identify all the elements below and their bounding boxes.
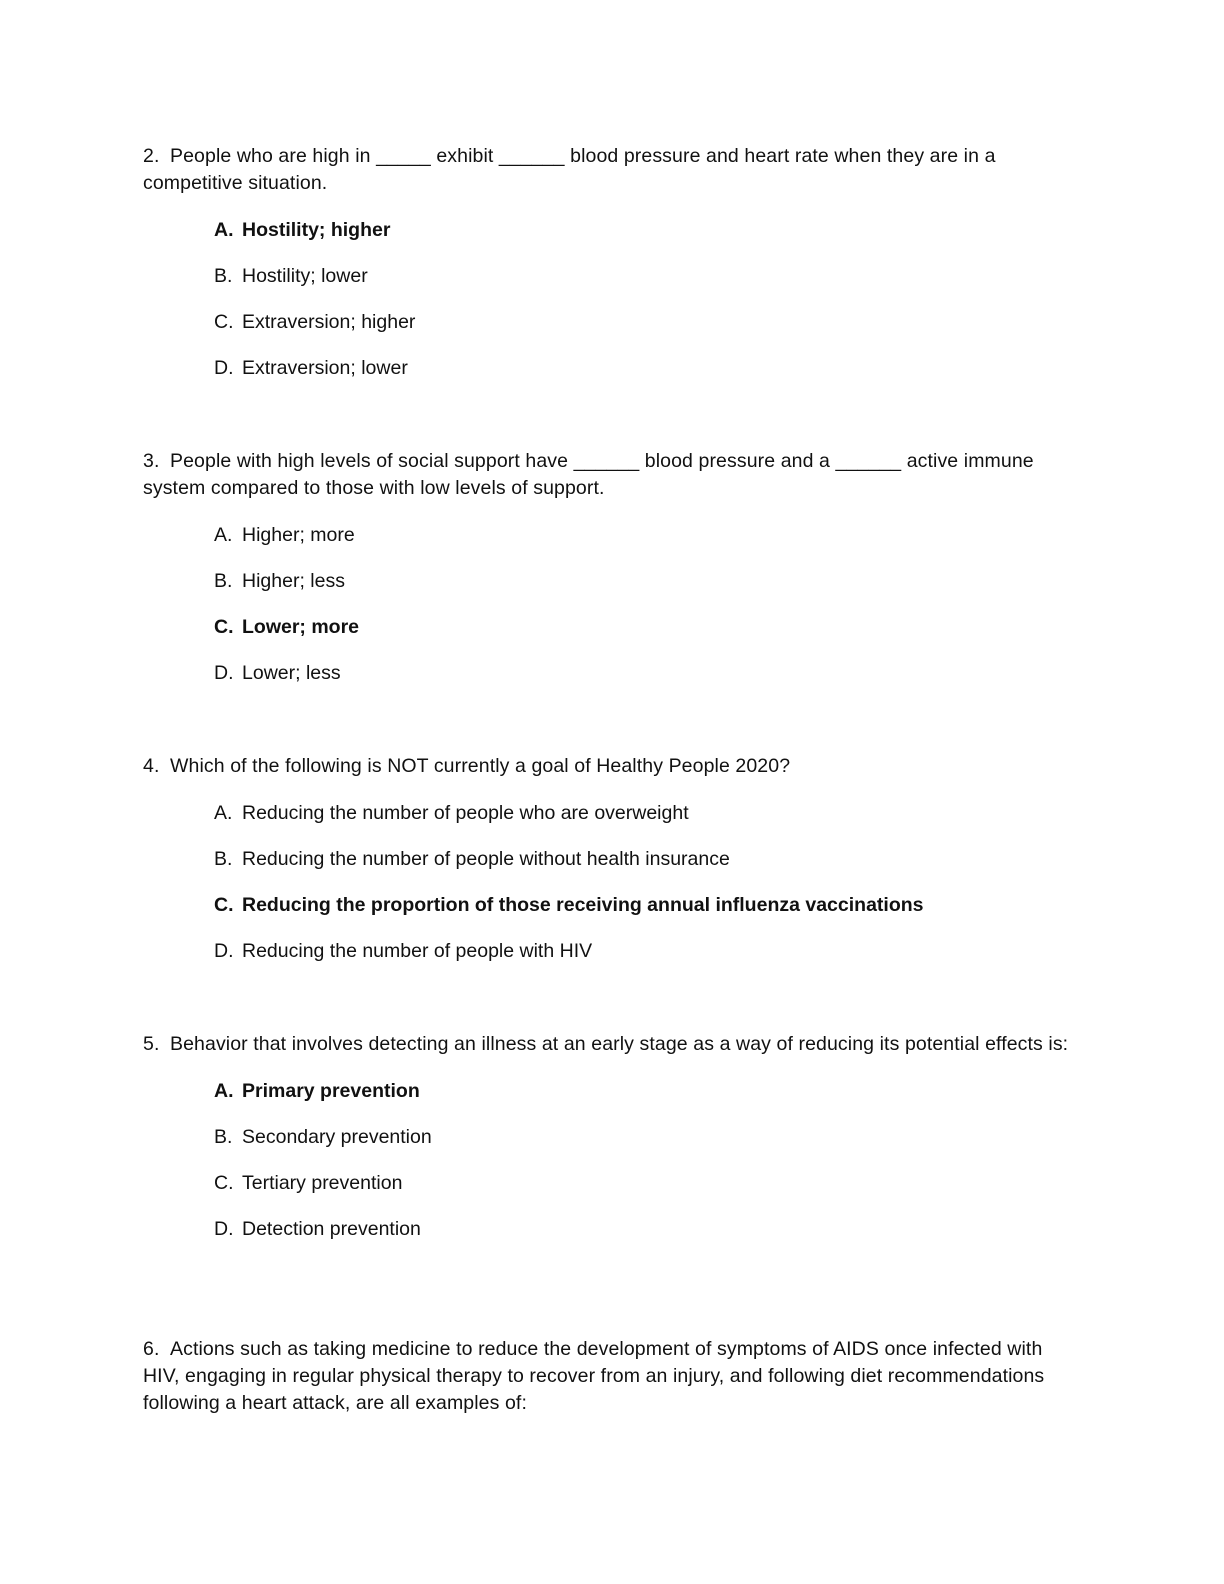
answer-choices bbox=[143, 522, 1083, 687]
choice-letter: B. bbox=[214, 848, 233, 870]
choice-letter: D. bbox=[214, 662, 234, 684]
answer-choice bbox=[214, 614, 1083, 641]
question-2 bbox=[143, 143, 1083, 382]
choice-letter: C. bbox=[214, 311, 234, 333]
question-text: People who are high in _____ exhibit ______ blood pressure and heart rate when they are in a competitive situation. bbox=[143, 145, 996, 194]
choice-letter: A. bbox=[214, 1080, 234, 1102]
choice-letter: C. bbox=[214, 894, 234, 916]
choice-letter: B. bbox=[214, 265, 233, 287]
question-text: Which of the following is NOT currently a goal of Healthy People 2020? bbox=[170, 755, 791, 777]
choice-letter: C. bbox=[214, 1172, 234, 1194]
answer-choice bbox=[214, 1078, 1083, 1105]
answer-choice bbox=[214, 1216, 1083, 1243]
answer-choices bbox=[143, 1078, 1083, 1243]
answer-choice bbox=[214, 263, 1083, 290]
question-stem bbox=[143, 1031, 1083, 1058]
answer-choice bbox=[214, 892, 1083, 919]
answer-choices bbox=[143, 217, 1083, 382]
choice-text: Reducing the number of people without health insurance bbox=[242, 848, 730, 870]
choice-text: Higher; less bbox=[242, 570, 345, 592]
choice-letter: D. bbox=[214, 357, 234, 379]
choice-text: Detection prevention bbox=[242, 1218, 421, 1240]
answer-choice bbox=[214, 309, 1083, 336]
choice-text: Extraversion; higher bbox=[242, 311, 416, 333]
question-number: 4. bbox=[143, 755, 160, 777]
choice-text: Higher; more bbox=[242, 524, 355, 546]
choice-text: Extraversion; lower bbox=[242, 357, 408, 379]
answer-choice bbox=[214, 846, 1083, 873]
answer-choice bbox=[214, 355, 1083, 382]
question-stem bbox=[143, 1336, 1083, 1417]
question-text: Actions such as taking medicine to reduce the development of symptoms of AIDS once infected with HIV, engaging in regular physical therapy to recover from an injury, and following diet recommendations following a heart attack, are all examples of: bbox=[143, 1338, 1045, 1414]
answer-choice bbox=[214, 568, 1083, 595]
question-stem bbox=[143, 448, 1083, 502]
question-stem bbox=[143, 753, 1083, 780]
choice-text: Reducing the number of people who are overweight bbox=[242, 802, 689, 824]
answer-choice bbox=[214, 800, 1083, 827]
choice-letter: D. bbox=[214, 940, 234, 962]
answer-choice bbox=[214, 1124, 1083, 1151]
choice-text: Reducing the number of people with HIV bbox=[242, 940, 593, 962]
answer-choices bbox=[143, 800, 1083, 965]
choice-text: Hostility; lower bbox=[242, 265, 368, 287]
question-3 bbox=[143, 448, 1083, 687]
choice-letter: A. bbox=[214, 524, 233, 546]
choice-letter: B. bbox=[214, 570, 233, 592]
answer-choice bbox=[214, 522, 1083, 549]
choice-text: Lower; less bbox=[242, 662, 341, 684]
question-stem bbox=[143, 143, 1083, 197]
question-text: People with high levels of social support have ______ blood pressure and a ______ active immune system compared to those with low levels of support. bbox=[143, 450, 1034, 499]
choice-letter: A. bbox=[214, 802, 233, 824]
choice-text: Reducing the proportion of those receiving annual influenza vaccinations bbox=[242, 894, 924, 916]
choice-letter: A. bbox=[214, 219, 234, 241]
choice-letter: B. bbox=[214, 1126, 233, 1148]
choice-text: Secondary prevention bbox=[242, 1126, 432, 1148]
choice-letter: D. bbox=[214, 1218, 234, 1240]
answer-choice bbox=[214, 938, 1083, 965]
choice-letter: C. bbox=[214, 616, 234, 638]
question-5 bbox=[143, 1031, 1083, 1243]
answer-choice bbox=[214, 1170, 1083, 1197]
question-number: 2. bbox=[143, 145, 160, 167]
choice-text: Tertiary prevention bbox=[242, 1172, 403, 1194]
question-4 bbox=[143, 753, 1083, 965]
choice-text: Primary prevention bbox=[242, 1080, 420, 1102]
choice-text: Lower; more bbox=[242, 616, 360, 638]
question-number: 3. bbox=[143, 450, 160, 472]
question-number: 6. bbox=[143, 1338, 160, 1360]
answer-choice bbox=[214, 660, 1083, 687]
question-number: 5. bbox=[143, 1033, 160, 1055]
question-text: Behavior that involves detecting an illness at an early stage as a way of reducing its potential effects is: bbox=[170, 1033, 1069, 1055]
question-6 bbox=[143, 1336, 1083, 1417]
answer-choice bbox=[214, 217, 1083, 244]
choice-text: Hostility; higher bbox=[242, 219, 391, 241]
